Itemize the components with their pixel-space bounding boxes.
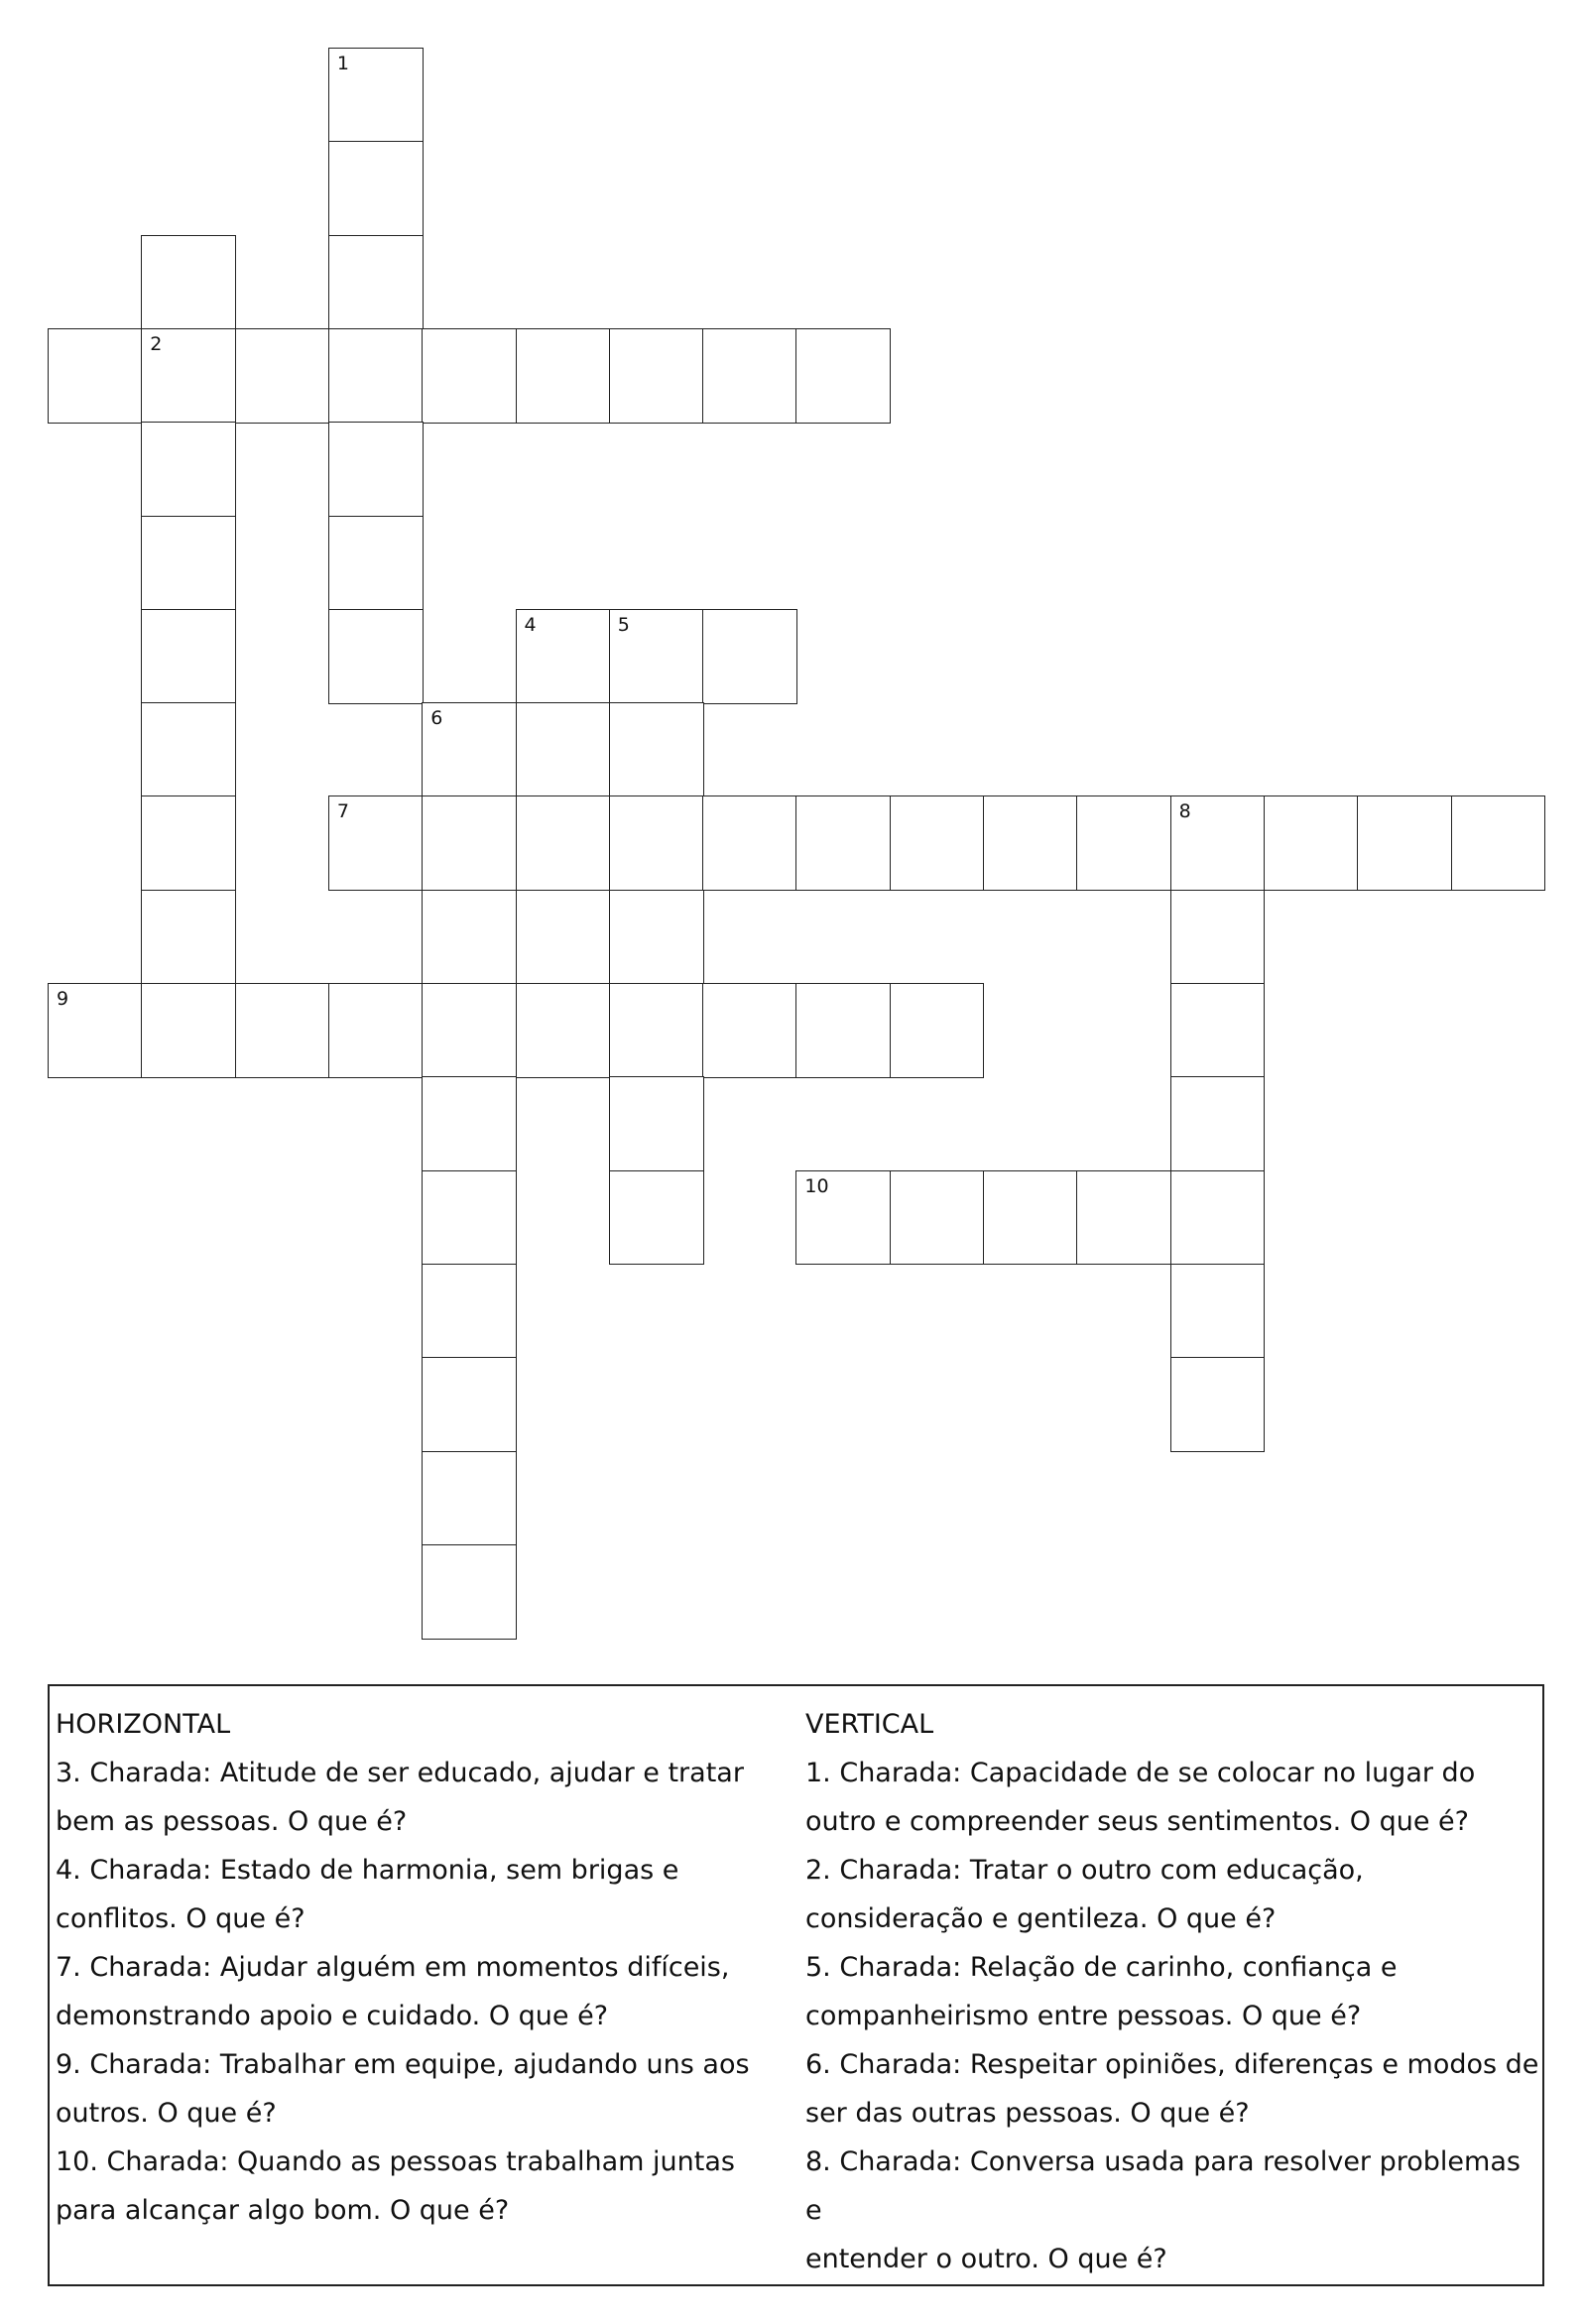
grid-cell[interactable] (1076, 1170, 1171, 1266)
clue-line: companheirismo entre pessoas. O que é? (805, 2001, 1362, 2031)
clue-line: 1. Charada: Capacidade de se colocar no lugar do (805, 1758, 1476, 1788)
grid-cell[interactable] (1170, 795, 1266, 891)
grid-cell[interactable] (141, 422, 236, 517)
grid-cell[interactable] (609, 1076, 704, 1171)
grid-cell[interactable] (795, 983, 891, 1078)
grid-cell[interactable] (516, 328, 611, 424)
grid-cell[interactable] (141, 235, 236, 330)
clue-number: 8 (1178, 800, 1191, 823)
grid-cell[interactable] (890, 1170, 985, 1266)
grid-cell[interactable] (328, 795, 424, 891)
grid-cell[interactable] (422, 328, 517, 424)
grid-cell[interactable] (328, 235, 424, 330)
grid-cell[interactable] (702, 328, 797, 424)
grid-cell[interactable] (235, 983, 330, 1078)
clue-line: outros. O que é? (56, 2098, 277, 2129)
vertical-title: VERTICAL (805, 1709, 934, 1740)
grid-cell[interactable] (609, 702, 704, 797)
horizontal-clues (56, 1700, 790, 2235)
grid-cell[interactable] (141, 516, 236, 611)
grid-cell[interactable] (328, 48, 424, 143)
grid-cell[interactable] (1357, 795, 1452, 891)
clue-number: 4 (524, 613, 537, 636)
grid-cell[interactable] (983, 795, 1078, 891)
grid-cell[interactable] (609, 1170, 704, 1266)
clue-line: 9. Charada: Trabalhar em equipe, ajudando uns aos (56, 2049, 750, 2080)
grid-cell[interactable] (609, 609, 704, 704)
grid-cell[interactable] (328, 516, 424, 611)
grid-cell[interactable] (609, 328, 704, 424)
clue-line: entender o outro. O que é? (805, 2244, 1167, 2274)
clues-box (48, 1684, 1544, 2286)
grid-cell[interactable] (328, 328, 424, 424)
clue-line: 10. Charada: Quando as pessoas trabalham juntas (56, 2146, 735, 2177)
clue-line: para alcançar algo bom. O que é? (56, 2195, 510, 2226)
clue-line: bem as pessoas. O que é? (56, 1806, 408, 1837)
grid-cell[interactable] (795, 795, 891, 891)
clue-number: 1 (336, 53, 349, 74)
grid-cell[interactable] (422, 983, 517, 1078)
grid-cell[interactable] (141, 795, 236, 891)
grid-cell[interactable] (516, 702, 611, 797)
grid-cell[interactable] (422, 1076, 517, 1171)
vertical-clues (805, 1700, 1539, 2283)
grid-cell[interactable] (422, 702, 517, 797)
grid-cell[interactable] (1170, 1076, 1266, 1171)
grid-cell[interactable] (983, 1170, 1078, 1266)
grid-cell[interactable] (141, 328, 236, 424)
grid-cell[interactable] (141, 890, 236, 985)
clue-line: conflitos. O que é? (56, 1903, 305, 1934)
clue-line: 8. Charada: Conversa usada para resolver problemas e (805, 2146, 1521, 2226)
grid-cell[interactable] (795, 328, 891, 424)
grid-cell[interactable] (1170, 1170, 1266, 1266)
grid-cell[interactable] (795, 1170, 891, 1266)
clue-number: 9 (57, 988, 69, 1010)
grid-cell[interactable] (1264, 795, 1359, 891)
clue-number: 2 (150, 332, 163, 355)
grid-cell[interactable] (1076, 795, 1171, 891)
clue-number: 6 (430, 707, 443, 730)
clue-line: 2. Charada: Tratar o outro com educação, (805, 1855, 1364, 1886)
clue-number: 10 (804, 1174, 829, 1197)
clue-number: 5 (617, 613, 630, 636)
grid-cell[interactable] (609, 890, 704, 985)
grid-cell[interactable] (1170, 983, 1266, 1078)
grid-cell[interactable] (609, 983, 704, 1078)
grid-cell[interactable] (890, 795, 985, 891)
grid-cell[interactable] (422, 795, 517, 891)
horizontal-title: HORIZONTAL (56, 1709, 231, 1740)
clue-line: 4. Charada: Estado de harmonia, sem brigas e (56, 1855, 679, 1886)
grid-cell[interactable] (328, 609, 424, 704)
grid-cell[interactable] (328, 983, 424, 1078)
clue-line: demonstrando apoio e cuidado. O que é? (56, 2001, 609, 2031)
grid-cell[interactable] (141, 702, 236, 797)
grid-cell[interactable] (48, 328, 143, 424)
grid-cell[interactable] (328, 141, 424, 236)
grid-cell[interactable] (1170, 890, 1266, 985)
grid-cell[interactable] (516, 890, 611, 985)
grid-cell[interactable] (702, 795, 797, 891)
grid-cell[interactable] (422, 1264, 517, 1359)
clue-line: 6. Charada: Respeitar opiniões, diferenças e modos de (805, 2049, 1539, 2080)
grid-cell[interactable] (422, 1170, 517, 1266)
grid-cell[interactable] (422, 890, 517, 985)
grid-cell[interactable] (702, 609, 797, 704)
grid-cell[interactable] (516, 983, 611, 1078)
grid-cell[interactable] (422, 1544, 517, 1640)
clue-line: ser das outras pessoas. O que é? (805, 2098, 1250, 2129)
clue-line: 3. Charada: Atitude de ser educado, ajudar e tratar (56, 1758, 744, 1788)
clue-number: 7 (336, 800, 349, 823)
grid-cell[interactable] (422, 1357, 517, 1452)
grid-cell[interactable] (48, 983, 143, 1078)
grid-cell[interactable] (1170, 1264, 1266, 1359)
clue-line: consideração e gentileza. O que é? (805, 1903, 1277, 1934)
grid-cell[interactable] (702, 983, 797, 1078)
grid-cell[interactable] (235, 328, 330, 424)
clue-line: 7. Charada: Ajudar alguém em momentos difíceis, (56, 1952, 730, 1983)
clue-line: outro e compreender seus sentimentos. O que é? (805, 1806, 1470, 1837)
grid-cell[interactable] (141, 609, 236, 704)
grid-cell[interactable] (328, 422, 424, 517)
grid-cell[interactable] (422, 1451, 517, 1546)
grid-cell[interactable] (1170, 1357, 1266, 1452)
grid-cell[interactable] (890, 983, 985, 1078)
grid-cell[interactable] (141, 983, 236, 1078)
clue-line: 5. Charada: Relação de carinho, confiança e (805, 1952, 1398, 1983)
grid-cell[interactable] (516, 795, 611, 891)
grid-cell[interactable] (1451, 795, 1546, 891)
grid-cell[interactable] (609, 795, 704, 891)
grid-cell[interactable] (516, 609, 611, 704)
